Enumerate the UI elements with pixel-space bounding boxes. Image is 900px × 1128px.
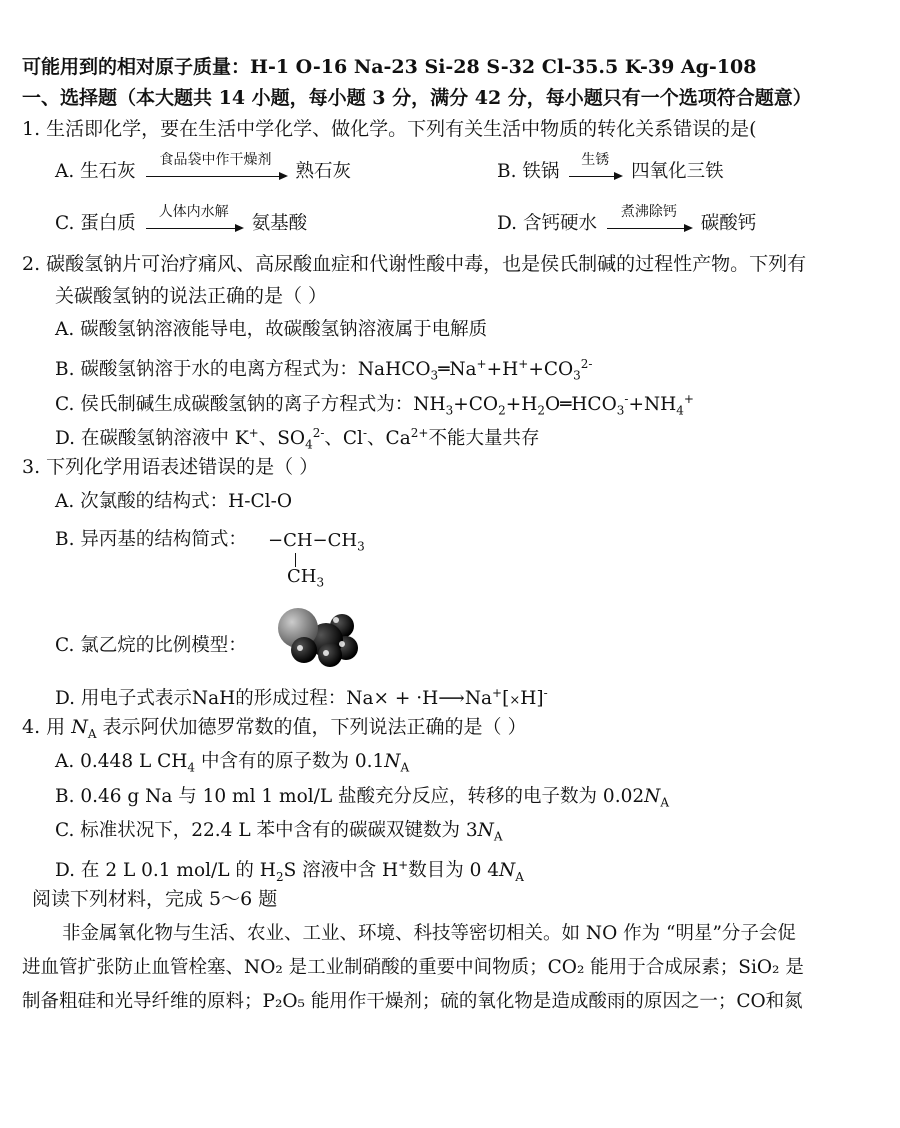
q2-option-c[interactable]	[55, 387, 694, 423]
reading-line-2: 进血管扩张防止血管栓塞、NO₂ 是工业制硝酸的重要中间物质；CO₂ 能用于合成尿素；SiO₂ 是	[22, 957, 804, 978]
atomic-masses-line: 可能用到的相对原子质量：H-1 O-16 Na-23 Si-28 S-32 Cl-35.5 K-39 Ag-108	[22, 56, 757, 78]
reading-line-1: 非金属氧化物与生活、农业、工业、环境、科技等密切相关。如 NO 作为 “明星”分子会促	[62, 923, 796, 944]
reactant: 生石灰	[80, 161, 136, 182]
product: 碳酸钙	[700, 213, 757, 234]
q1-stem: 1. 生活即化学，要在生活中学化学、做化学。下列有关生活中物质的转化关系错误的是(	[22, 118, 757, 140]
q4-option-a[interactable]: A. 0.448 L $CH_4$ 中含有的原子数为 $0.1N_A$	[55, 751, 410, 775]
reading-line-2-wrap	[22, 952, 884, 984]
product: 氨基酸	[251, 213, 308, 234]
option-text: B. 异丙基的结构简式：	[55, 529, 247, 550]
q4-option-d[interactable]: D. 在 2 L 0.1 mol/L 的 $H_2S$ 溶液中含 H+数目为 0 $4N_A$	[55, 858, 524, 884]
chloroethane-space-filling-model	[276, 600, 366, 670]
q2-option-a[interactable]: A. 碳酸氢钠溶液能导电，故碳酸氢钠溶液属于电解质	[55, 319, 488, 340]
reactant: 含钙硬水	[522, 213, 597, 234]
q1-option-d[interactable]	[497, 203, 757, 236]
q3-option-c[interactable]	[55, 634, 247, 658]
q4-option-b[interactable]: B. 0.46 g Na 与 10 ml 1 mol/L 盐酸充分反应，转移的电子数为 $0.02N_A$	[55, 786, 669, 810]
q3-option-d[interactable]	[55, 681, 548, 713]
reading-title: 阅读下列材料，完成 5～6 题	[32, 888, 278, 910]
section-title: 一、选择题（本大题共 14 小题，每小题 3 分，满分 42 分，每小题只有一个选项符合题意）	[22, 87, 812, 109]
q4-stem: 4. 用 $N_A$ 表示阿伏加德罗常数的值，下列说法正确的是（ ）	[22, 716, 527, 741]
q2-stem-line2: 关碳酸氢钠的说法正确的是（ ）	[55, 285, 328, 307]
arrow-condition: 煮沸除钙	[620, 203, 677, 220]
q2-option-d[interactable]	[55, 421, 539, 457]
reaction-arrow	[607, 203, 691, 229]
q3-option-a[interactable]: A. 次氯酸的结构式：H-Cl-O	[55, 491, 292, 512]
methyl-branch: $CH_3$	[287, 566, 325, 590]
reaction-arrow	[146, 203, 242, 229]
q3-option-b[interactable]	[55, 528, 247, 552]
q1-option-a[interactable]	[55, 151, 351, 184]
isopropyl-formula: $-CH-CH_3$	[268, 530, 365, 554]
electron-formula: Na× + ·H⟶Na+[×H]-	[346, 686, 548, 710]
option-label: B.	[497, 161, 517, 182]
option-label: A.	[55, 161, 75, 182]
arrow-condition: 食品袋中作干燥剂	[159, 151, 272, 168]
option-text: C. 侯氏制碱生成碳酸氢钠的离子方程式为：	[55, 394, 414, 416]
option-label: C.	[55, 213, 75, 234]
q4-option-c[interactable]: C. 标准状况下，22.4 L 苯中含有的碳碳双键数为 $3N_A$	[55, 820, 503, 844]
option-text: C. 氯乙烷的比例模型：	[55, 635, 247, 656]
reactant: 铁锅	[522, 161, 560, 182]
option-text: B. 碳酸氢钠溶于水的电离方程式为：	[55, 359, 358, 381]
reaction-arrow	[146, 151, 286, 177]
reaction-arrow	[569, 151, 621, 177]
q2-stem-line1: 2. 碳酸氢钠片可治疗痛风、高尿酸血症和代谢性酸中毒，也是侯氏制碱的过程性产物。下列有	[22, 253, 807, 275]
ionization-equation: $NaHCO_3═Na^++H^++CO_3^{2-}$	[357, 357, 593, 383]
arrow-condition: 人体内水解	[158, 203, 229, 220]
ion-list: K+、$SO_4^{2-}$、Cl-、$Ca^{2+}$不能大量共存	[234, 426, 540, 452]
product: 四氧化三铁	[631, 161, 724, 182]
product: 熟石灰	[295, 161, 351, 182]
q1-option-b[interactable]	[497, 151, 724, 184]
option-label: D.	[497, 213, 518, 234]
reactant: 蛋白质	[80, 213, 136, 234]
reading-paragraph	[22, 918, 884, 950]
q2-option-b[interactable]	[55, 352, 592, 388]
reading-line-3-wrap	[22, 986, 884, 1018]
ionic-equation: $NH_3+CO_2+H_2O═HCO_3^-+NH_4^+$	[413, 392, 694, 418]
option-text: D. 用电子式表示NaH的形成过程：	[55, 688, 347, 710]
option-text: D. 在碳酸氢钠溶液中	[55, 428, 235, 450]
arrow-condition: 生锈	[581, 151, 610, 168]
q1-option-c[interactable]	[55, 203, 308, 236]
bond-line	[295, 553, 296, 567]
q3-stem: 3. 下列化学用语表述错误的是（ ）	[22, 456, 319, 478]
reading-line-3: 制备粗硅和光导纤维的原料；P₂O₅ 能用作干燥剂；硫的氧化物是造成酸雨的原因之一；CO和氮	[22, 991, 803, 1012]
